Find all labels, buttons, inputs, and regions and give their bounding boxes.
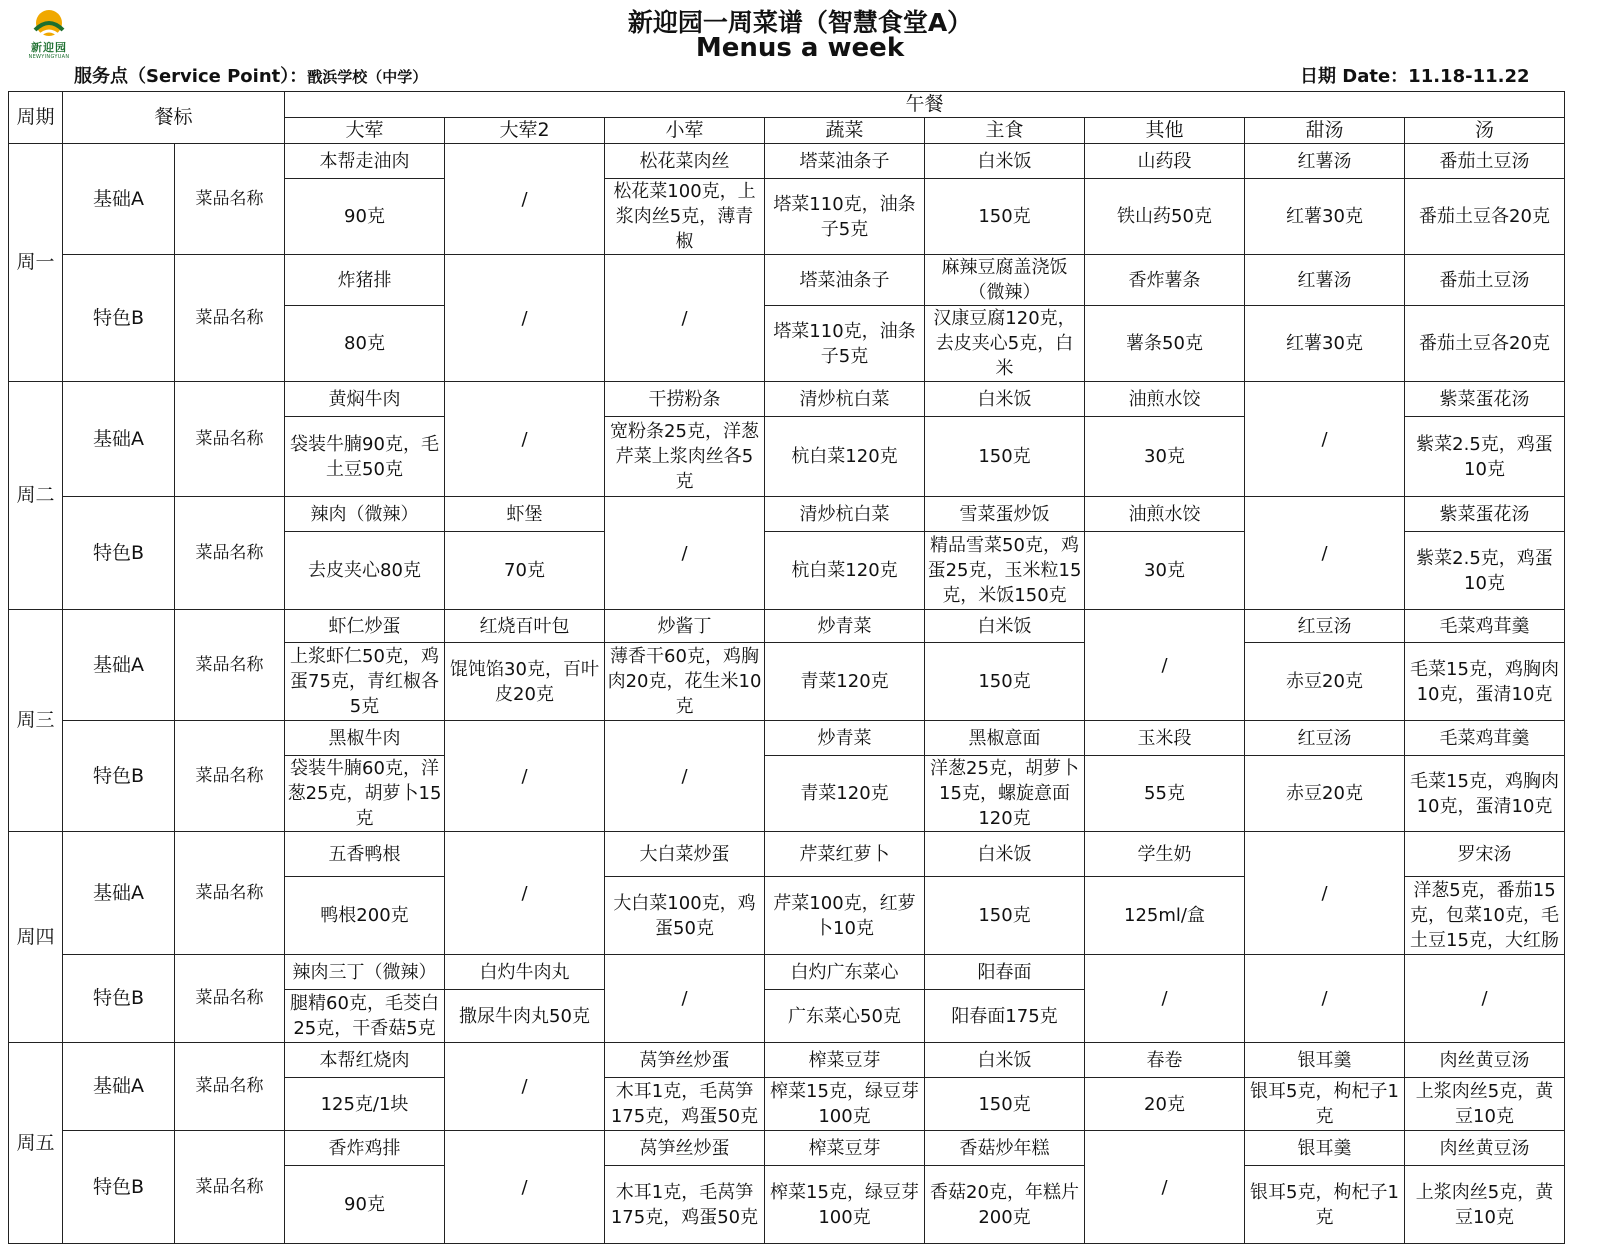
- dish-name-cell: /: [1245, 955, 1405, 1043]
- dish-detail-cell: 宽粉条25克，洋葱芹菜上浆肉丝各5克: [605, 417, 765, 497]
- dish-name-cell: 雪菜蛋炒饭: [925, 497, 1085, 532]
- dish-detail-cell: 洋葱5克，番茄15克，包菜10克，毛土豆15克，大红肠: [1405, 877, 1565, 955]
- dish-name-cell: 炒青菜: [765, 721, 925, 756]
- dish-label-cell: 菜品名称: [175, 832, 285, 955]
- dish-label-cell: 菜品名称: [175, 955, 285, 1043]
- dish-label-cell: 菜品名称: [175, 721, 285, 832]
- dish-name-cell: 红豆汤: [1245, 610, 1405, 643]
- logo-en: NEWYINGYUAN: [28, 54, 70, 60]
- day-cell: 周四: [9, 832, 63, 1043]
- dish-detail-cell: 撒尿牛肉丸50克: [445, 990, 605, 1043]
- dish-name-cell: /: [605, 255, 765, 382]
- service-point-label: 服务点（Service Point）：: [74, 66, 308, 87]
- dish-name-cell: 本帮走油肉: [285, 144, 445, 179]
- day-cell: 周三: [9, 610, 63, 832]
- dish-name-cell: 大白菜炒蛋: [605, 832, 765, 877]
- dish-name-cell: 香菇炒年糕: [925, 1131, 1085, 1166]
- dish-label-cell: 菜品名称: [175, 1043, 285, 1131]
- dish-detail-cell: 150克: [925, 877, 1085, 955]
- dish-detail-cell: 赤豆20克: [1245, 643, 1405, 721]
- dish-name-cell: 肉丝黄豆汤: [1405, 1131, 1565, 1166]
- dish-name-cell: 番茄土豆汤: [1405, 144, 1565, 179]
- col-period-header: 周期: [9, 92, 63, 144]
- service-point-value: 戬浜学校（中学）: [307, 68, 428, 86]
- tier-cell: 特色B: [63, 955, 175, 1043]
- dish-detail-cell: 150克: [925, 643, 1085, 721]
- dish-detail-cell: 鸭根200克: [285, 877, 445, 955]
- dish-name-cell: /: [445, 255, 605, 382]
- page-subtitle: Menus a week: [695, 33, 905, 63]
- dish-name-cell: 本帮红烧肉: [285, 1043, 445, 1078]
- dish-name-cell: /: [1245, 497, 1405, 610]
- dish-name-cell: 油煎水饺: [1085, 497, 1245, 532]
- dish-name-cell: 白灼广东菜心: [765, 955, 925, 990]
- dish-name-cell: 春卷: [1085, 1043, 1245, 1078]
- dish-detail-cell: 银耳5克，枸杞子1克: [1245, 1166, 1405, 1244]
- dish-detail-cell: 大白菜100克，鸡蛋50克: [605, 877, 765, 955]
- dish-name-cell: 莴笋丝炒蛋: [605, 1043, 765, 1078]
- dish-detail-cell: 塔菜110克，油条子5克: [765, 306, 925, 382]
- dish-name-cell: /: [445, 1131, 605, 1244]
- dish-name-cell: 芹菜红萝卜: [765, 832, 925, 877]
- menu-date: 日期 Date：11.18-11.22: [1300, 66, 1530, 87]
- dish-name-cell: 黑椒牛肉: [285, 721, 445, 756]
- category-header: 汤: [1405, 118, 1565, 144]
- dish-detail-cell: 去皮夹心80克: [285, 532, 445, 610]
- dish-name-cell: 五香鸭根: [285, 832, 445, 877]
- tier-cell: 特色B: [63, 497, 175, 610]
- dish-name-cell: 肉丝黄豆汤: [1405, 1043, 1565, 1078]
- dish-detail-cell: 榨菜15克，绿豆芽100克: [765, 1078, 925, 1131]
- tier-cell: 特色B: [63, 721, 175, 832]
- dish-name-cell: 干捞粉条: [605, 382, 765, 417]
- dish-name-cell: 榨菜豆芽: [765, 1131, 925, 1166]
- dish-name-cell: /: [445, 721, 605, 832]
- tier-cell: 基础A: [63, 1043, 175, 1131]
- dish-name-cell: 银耳羹: [1245, 1043, 1405, 1078]
- dish-detail-cell: 150克: [925, 1078, 1085, 1131]
- dish-detail-cell: 芹菜100克，红萝卜10克: [765, 877, 925, 955]
- col-label-header: 餐标: [63, 92, 285, 144]
- dish-name-cell: /: [1085, 955, 1245, 1043]
- dish-name-cell: 红烧百叶包: [445, 610, 605, 643]
- dish-detail-cell: 20克: [1085, 1078, 1245, 1131]
- dish-detail-cell: 木耳1克，毛莴笋175克，鸡蛋50克: [605, 1166, 765, 1244]
- dish-name-cell: 清炒杭白菜: [765, 497, 925, 532]
- dish-name-cell: 毛菜鸡茸羹: [1405, 721, 1565, 756]
- dish-detail-cell: 袋装牛腩60克，洋葱25克，胡萝卜15克: [285, 756, 445, 832]
- dish-name-cell: 红豆汤: [1245, 721, 1405, 756]
- dish-detail-cell: 125ml/盒: [1085, 877, 1245, 955]
- dish-name-cell: 罗宋汤: [1405, 832, 1565, 877]
- dish-label-cell: 菜品名称: [175, 144, 285, 255]
- dish-name-cell: 塔菜油条子: [765, 144, 925, 179]
- dish-name-cell: 香炸薯条: [1085, 255, 1245, 306]
- dish-detail-cell: 150克: [925, 417, 1085, 497]
- dish-detail-cell: 香菇20克，年糕片200克: [925, 1166, 1085, 1244]
- tier-cell: 基础A: [63, 144, 175, 255]
- dish-detail-cell: 广东菜心50克: [765, 990, 925, 1043]
- dish-detail-cell: 汉康豆腐120克，去皮夹心5克，白米: [925, 306, 1085, 382]
- dish-detail-cell: 银耳5克，枸杞子1克: [1245, 1078, 1405, 1131]
- dish-name-cell: 白米饭: [925, 610, 1085, 643]
- dish-name-cell: 山药段: [1085, 144, 1245, 179]
- dish-name-cell: 白米饭: [925, 382, 1085, 417]
- tier-cell: 基础A: [63, 382, 175, 497]
- dish-detail-cell: 毛菜15克，鸡胸肉10克，蛋清10克: [1405, 756, 1565, 832]
- dish-detail-cell: 番茄土豆各20克: [1405, 179, 1565, 255]
- dish-label-cell: 菜品名称: [175, 610, 285, 721]
- dish-detail-cell: 150克: [925, 179, 1085, 255]
- dish-name-cell: 紫菜蛋花汤: [1405, 497, 1565, 532]
- dish-detail-cell: 杭白菜120克: [765, 417, 925, 497]
- dish-name-cell: /: [1245, 832, 1405, 955]
- dish-detail-cell: 洋葱25克，胡萝卜15克，螺旋意面120克: [925, 756, 1085, 832]
- dish-name-cell: 学生奶: [1085, 832, 1245, 877]
- dish-name-cell: 炸猪排: [285, 255, 445, 306]
- tier-cell: 特色B: [63, 255, 175, 382]
- dish-detail-cell: 55克: [1085, 756, 1245, 832]
- dish-detail-cell: 杭白菜120克: [765, 532, 925, 610]
- dish-detail-cell: 上浆肉丝5克，黄豆10克: [1405, 1078, 1565, 1131]
- dish-detail-cell: 紫菜2.5克，鸡蛋10克: [1405, 417, 1565, 497]
- tier-cell: 基础A: [63, 610, 175, 721]
- page-title: 新迎园一周菜谱（智慧食堂A）: [627, 8, 973, 37]
- dish-detail-cell: 番茄土豆各20克: [1405, 306, 1565, 382]
- dish-detail-cell: 紫菜2.5克，鸡蛋10克: [1405, 532, 1565, 610]
- dish-name-cell: 油煎水饺: [1085, 382, 1245, 417]
- dish-detail-cell: 红薯30克: [1245, 179, 1405, 255]
- category-header: 蔬菜: [765, 118, 925, 144]
- dish-name-cell: 麻辣豆腐盖浇饭（微辣）: [925, 255, 1085, 306]
- dish-name-cell: /: [1245, 382, 1405, 497]
- dish-detail-cell: 毛菜15克，鸡胸肉10克，蛋清10克: [1405, 643, 1565, 721]
- dish-name-cell: 炒青菜: [765, 610, 925, 643]
- dish-name-cell: /: [605, 721, 765, 832]
- dish-name-cell: 炒酱丁: [605, 610, 765, 643]
- dish-name-cell: 莴笋丝炒蛋: [605, 1131, 765, 1166]
- logo-text: 新迎园: [31, 41, 67, 54]
- dish-name-cell: 松花菜肉丝: [605, 144, 765, 179]
- dish-name-cell: 红薯汤: [1245, 255, 1405, 306]
- category-header: 其他: [1085, 118, 1245, 144]
- meal-header: 午餐: [285, 92, 1565, 118]
- day-cell: 周二: [9, 382, 63, 610]
- dish-detail-cell: 90克: [285, 179, 445, 255]
- dish-name-cell: 黑椒意面: [925, 721, 1085, 756]
- dish-detail-cell: 红薯30克: [1245, 306, 1405, 382]
- dish-name-cell: 银耳羹: [1245, 1131, 1405, 1166]
- dish-detail-cell: 木耳1克，毛莴笋175克，鸡蛋50克: [605, 1078, 765, 1131]
- category-header: 甜汤: [1245, 118, 1405, 144]
- dish-label-cell: 菜品名称: [175, 382, 285, 497]
- dish-detail-cell: 腿精60克，毛茭白25克，干香菇5克: [285, 990, 445, 1043]
- dish-label-cell: 菜品名称: [175, 497, 285, 610]
- dish-name-cell: 白灼牛肉丸: [445, 955, 605, 990]
- dish-name-cell: 白米饭: [925, 1043, 1085, 1078]
- category-header: 主食: [925, 118, 1085, 144]
- dish-detail-cell: 青菜120克: [765, 643, 925, 721]
- dish-detail-cell: 袋装牛腩90克，毛土豆50克: [285, 417, 445, 497]
- dish-detail-cell: 精品雪菜50克，鸡蛋25克，玉米粒15克，米饭150克: [925, 532, 1085, 610]
- dish-name-cell: /: [605, 955, 765, 1043]
- dish-name-cell: 紫菜蛋花汤: [1405, 382, 1565, 417]
- dish-detail-cell: 馄饨馅30克，百叶皮20克: [445, 643, 605, 721]
- dish-label-cell: 菜品名称: [175, 1131, 285, 1244]
- dish-detail-cell: 30克: [1085, 532, 1245, 610]
- dish-name-cell: 玉米段: [1085, 721, 1245, 756]
- dish-detail-cell: 塔菜110克，油条子5克: [765, 179, 925, 255]
- dish-detail-cell: 阳春面175克: [925, 990, 1085, 1043]
- dish-detail-cell: 薯条50克: [1085, 306, 1245, 382]
- dish-name-cell: 香炸鸡排: [285, 1131, 445, 1166]
- dish-detail-cell: 上浆虾仁50克，鸡蛋75克，青红椒各5克: [285, 643, 445, 721]
- dish-name-cell: /: [1405, 955, 1565, 1043]
- dish-name-cell: /: [1085, 1131, 1245, 1244]
- dish-detail-cell: 80克: [285, 306, 445, 382]
- dish-name-cell: 红薯汤: [1245, 144, 1405, 179]
- dish-name-cell: 番茄土豆汤: [1405, 255, 1565, 306]
- dish-name-cell: /: [605, 497, 765, 610]
- dish-name-cell: 黄焖牛肉: [285, 382, 445, 417]
- dish-detail-cell: 青菜120克: [765, 756, 925, 832]
- dish-name-cell: /: [1085, 610, 1245, 721]
- dish-label-cell: 菜品名称: [175, 255, 285, 382]
- dish-detail-cell: 松花菜100克，上浆肉丝5克，薄青椒: [605, 179, 765, 255]
- dish-detail-cell: 70克: [445, 532, 605, 610]
- dish-name-cell: 清炒杭白菜: [765, 382, 925, 417]
- menu-table: [8, 91, 1565, 1244]
- dish-name-cell: 虾堡: [445, 497, 605, 532]
- category-header: 小荤: [605, 118, 765, 144]
- dish-name-cell: 塔菜油条子: [765, 255, 925, 306]
- dish-name-cell: 毛菜鸡茸羹: [1405, 610, 1565, 643]
- category-header: 大荤: [285, 118, 445, 144]
- dish-name-cell: /: [445, 1043, 605, 1131]
- dish-name-cell: 辣肉三丁（微辣）: [285, 955, 445, 990]
- dish-detail-cell: 上浆肉丝5克，黄豆10克: [1405, 1166, 1565, 1244]
- dish-detail-cell: 125克/1块: [285, 1078, 445, 1131]
- dish-name-cell: 阳春面: [925, 955, 1085, 990]
- dish-name-cell: 榨菜豆芽: [765, 1043, 925, 1078]
- dish-name-cell: 辣肉（微辣）: [285, 497, 445, 532]
- dish-detail-cell: 90克: [285, 1166, 445, 1244]
- dish-name-cell: /: [445, 382, 605, 497]
- dish-name-cell: 白米饭: [925, 832, 1085, 877]
- dish-name-cell: /: [445, 144, 605, 255]
- dish-detail-cell: 铁山药50克: [1085, 179, 1245, 255]
- dish-detail-cell: 榨菜15克，绿豆芽100克: [765, 1166, 925, 1244]
- service-point: [74, 65, 427, 89]
- tier-cell: 特色B: [63, 1131, 175, 1244]
- day-cell: 周一: [9, 144, 63, 382]
- dish-name-cell: 虾仁炒蛋: [285, 610, 445, 643]
- dish-name-cell: 白米饭: [925, 144, 1085, 179]
- dish-detail-cell: 薄香干60克，鸡胸肉20克，花生米10克: [605, 643, 765, 721]
- dish-detail-cell: 赤豆20克: [1245, 756, 1405, 832]
- day-cell: 周五: [9, 1043, 63, 1244]
- dish-detail-cell: 30克: [1085, 417, 1245, 497]
- tier-cell: 基础A: [63, 832, 175, 955]
- dish-name-cell: /: [445, 832, 605, 955]
- category-header: 大荤2: [445, 118, 605, 144]
